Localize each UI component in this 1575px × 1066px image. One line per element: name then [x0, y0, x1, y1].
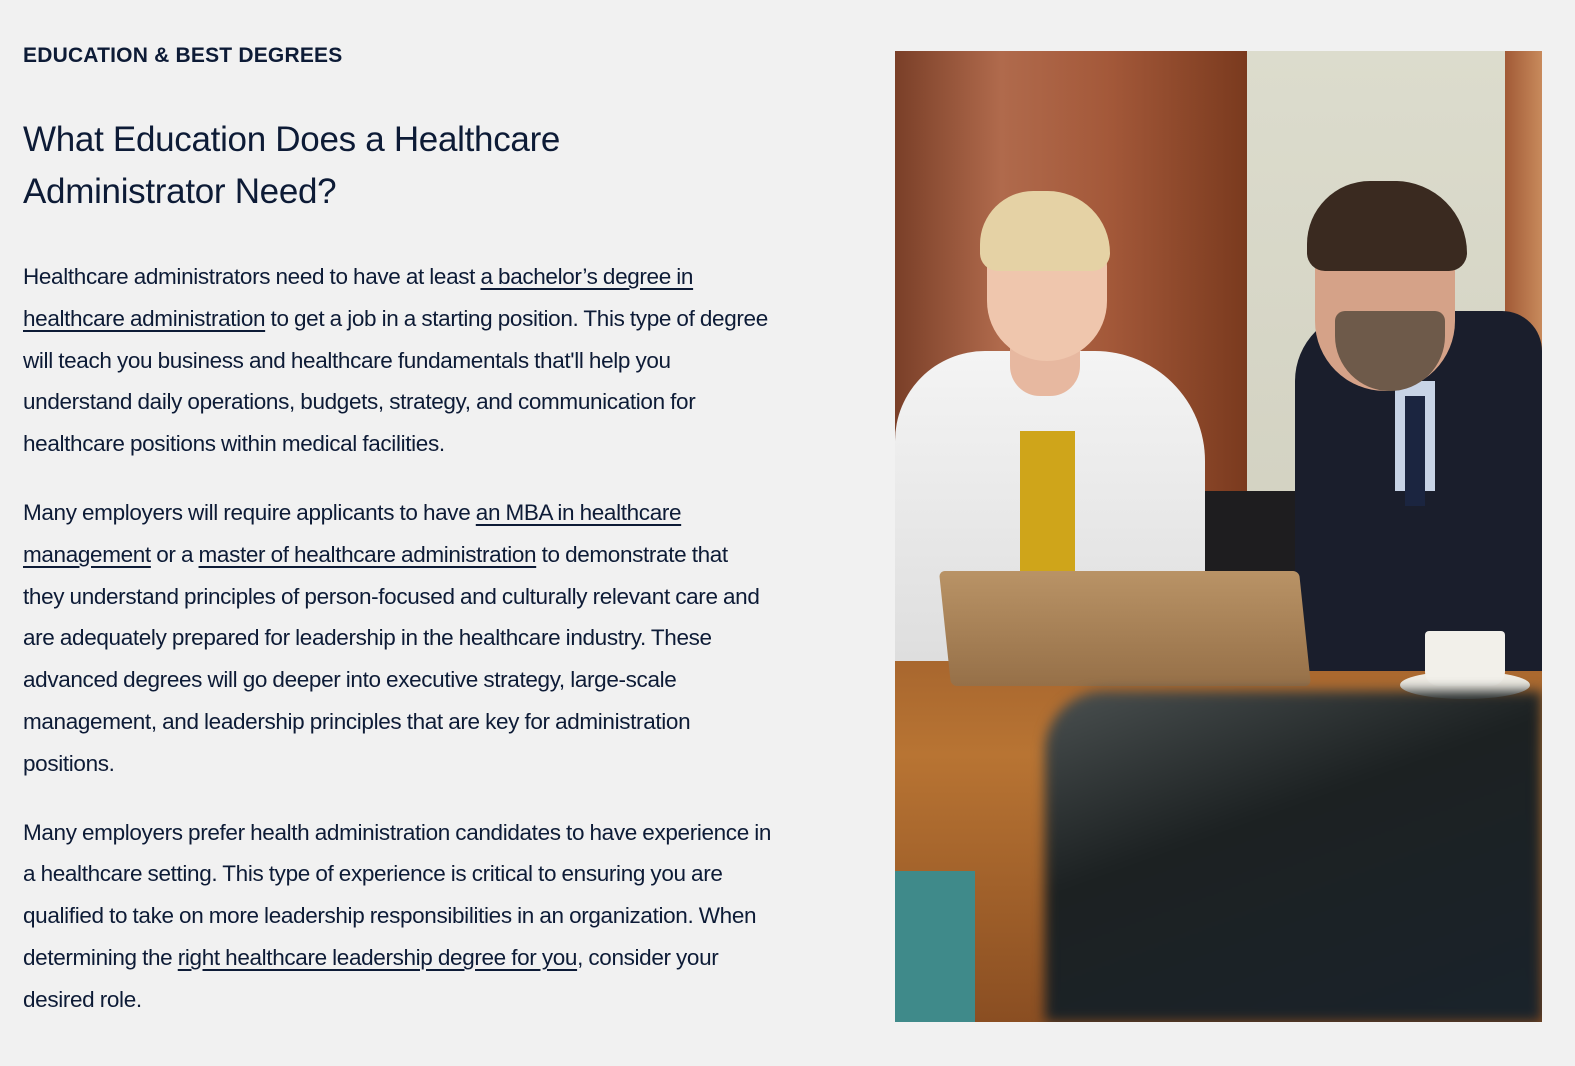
- doctor-shirt: [1020, 431, 1075, 591]
- text: , consider your desired role.: [23, 944, 719, 1012]
- link-bachelors-degree[interactable]: a bachelor’s degree in healthcare administration: [23, 264, 694, 331]
- hero-photo: [895, 51, 1542, 1022]
- text: to get a job in a starting position. This type of degree will teach you business and healthcare fundamentals that'll help you understand daily operations, budgets, strategy, and communication for healthcare positions within medical facilities.: [23, 305, 768, 457]
- laptop: [939, 571, 1311, 686]
- text: or a: [150, 541, 199, 567]
- text: Healthcare administrators need to have at least: [23, 264, 481, 289]
- article-section: [23, 40, 773, 1048]
- paragraph-3: [23, 812, 773, 1021]
- paragraph-1: [23, 256, 773, 465]
- blurred-foreground-chair: [1045, 691, 1542, 1022]
- chair: [895, 871, 975, 1022]
- link-mba-healthcare[interactable]: an MBA in healthcare management: [23, 499, 682, 567]
- text: Many employers prefer health administration candidates to have experience in a healthcare setting. This type of experience is critical to ensuring you are qualified to take on more leadership responsibilities in an organization. When determining the: [23, 819, 772, 970]
- wood-panel-right: [1505, 51, 1542, 351]
- page-title: What Education Does a Healthcare Administrator Need?: [23, 120, 561, 211]
- link-leadership-degree[interactable]: right healthcare leadership degree for you: [177, 944, 578, 970]
- businessman-tie: [1405, 396, 1425, 506]
- section-eyebrow: EDUCATION & BEST DEGREES: [23, 44, 343, 67]
- text: Many employers will require applicants to have: [23, 499, 476, 525]
- link-master-healthcare-admin[interactable]: master of healthcare administration: [198, 541, 537, 567]
- text: to demonstrate that they understand principles of person-focused and culturally relevant care and are adequately prepared for leadership in the healthcare industry. These advanced degrees will go deeper into executive strategy, large-scale management, and leadership principles that are key for administration positions.: [23, 541, 760, 776]
- coffee-cup: [1425, 631, 1505, 686]
- paragraph-2: [23, 492, 773, 785]
